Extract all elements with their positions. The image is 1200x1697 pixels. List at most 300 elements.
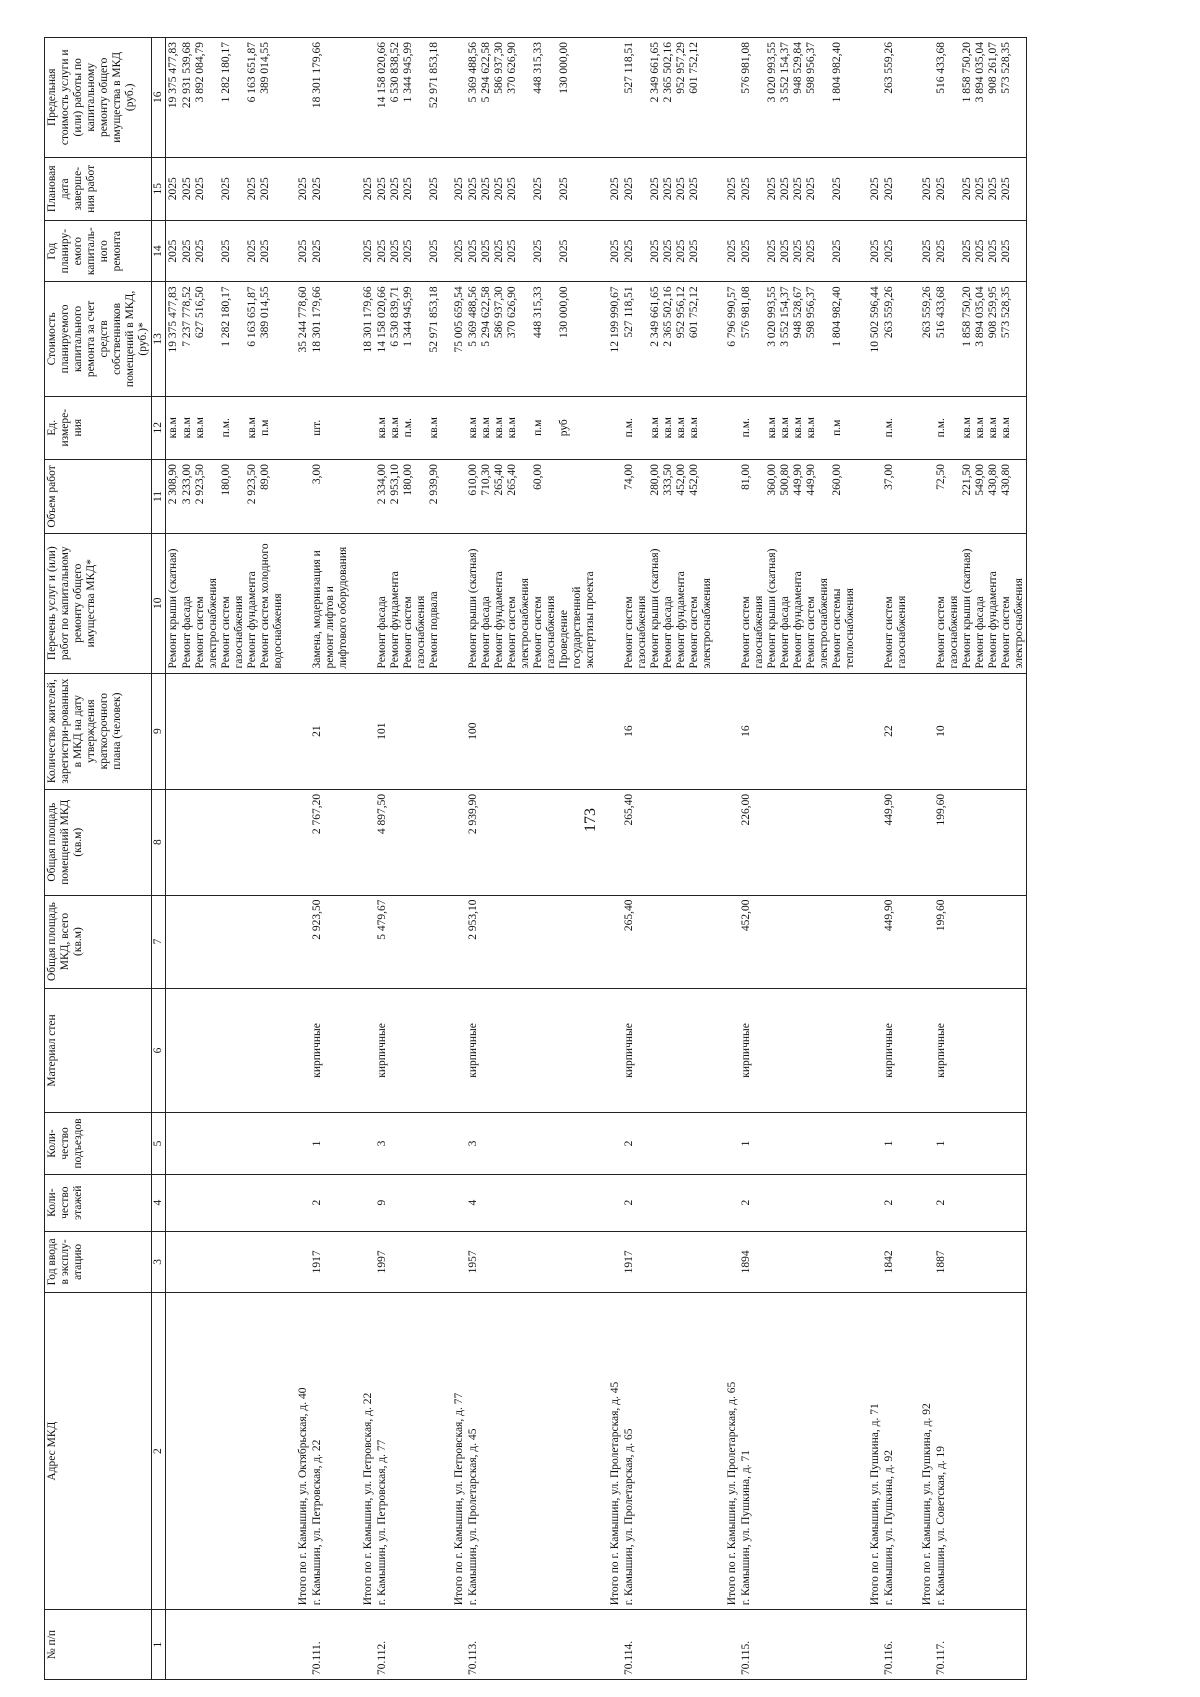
table-cell	[532, 1174, 558, 1231]
table-cell	[441, 1610, 467, 1680]
table-cell: 7 237 778,52	[181, 282, 194, 396]
table-cell	[285, 673, 311, 789]
table-cell: г. Камышин, ул. Пролетарская, д. 65	[623, 1293, 649, 1610]
column-header: Плановая дата заверше-ния работ	[45, 157, 152, 220]
table-cell: 1842	[883, 1231, 909, 1292]
table-cell: 70.116.	[883, 1610, 909, 1680]
table-cell: 280,00	[649, 459, 662, 533]
table-cell: 449,90	[805, 459, 831, 533]
table-cell	[1000, 1231, 1027, 1292]
table-cell: 2025	[480, 157, 493, 220]
table-cell	[987, 1174, 1000, 1231]
table-cell	[675, 1231, 688, 1292]
table-cell: 2 767,20	[311, 789, 350, 895]
table-cell	[558, 673, 597, 789]
table-row	[246, 38, 259, 1680]
table-cell: 2025	[441, 221, 467, 282]
table-cell	[441, 789, 467, 895]
table-cell	[428, 1293, 441, 1610]
total-row	[441, 38, 467, 1680]
table-cell: 2025	[246, 221, 259, 282]
table-cell	[402, 1610, 428, 1680]
table-cell	[987, 789, 1000, 895]
table-cell	[649, 988, 662, 1113]
table-cell: 72,50	[935, 459, 961, 533]
table-cell: кв.м	[246, 396, 259, 459]
table-cell	[350, 1610, 376, 1680]
table-cell: 2 923,50	[311, 895, 350, 988]
table-cell	[675, 988, 688, 1113]
table-cell: 260,00	[831, 459, 857, 533]
table-cell: 2025	[714, 221, 740, 282]
table-cell	[805, 1113, 831, 1174]
table-row	[428, 38, 441, 1680]
table-row	[792, 38, 805, 1680]
table-cell	[389, 789, 402, 895]
table-cell	[480, 673, 493, 789]
table-cell: 3 020 993,55	[766, 282, 779, 396]
table-cell	[779, 1610, 792, 1680]
table-cell	[428, 895, 441, 988]
table-cell: 1917	[311, 1231, 350, 1292]
table-cell	[259, 1174, 285, 1231]
table-cell: 265,40	[506, 459, 532, 533]
table-cell: 263 559,26	[883, 38, 909, 158]
table-cell: 2025	[1000, 221, 1027, 282]
table-cell: 2025	[285, 221, 311, 282]
table-cell	[506, 673, 532, 789]
table-cell	[259, 895, 285, 988]
table-cell	[714, 1174, 740, 1231]
column-number: 12	[152, 396, 166, 459]
table-row	[493, 38, 506, 1680]
table-cell: г. Камышин, ул. Советская, д. 19	[935, 1293, 961, 1610]
table-cell: 1887	[935, 1231, 961, 1292]
table-cell: 52 971 853,18	[428, 38, 441, 158]
table-cell	[675, 1174, 688, 1231]
table-cell	[987, 1610, 1000, 1680]
table-cell: 70.115.	[740, 1610, 766, 1680]
table-cell: п.м	[259, 396, 285, 459]
table-cell: 74,00	[623, 459, 649, 533]
table-cell	[987, 895, 1000, 988]
table-cell: Ремонт фасада	[779, 533, 792, 673]
table-cell: Ремонт крыши (скатная)	[649, 533, 662, 673]
table-cell	[714, 673, 740, 789]
table-cell	[961, 1293, 974, 1610]
table-cell	[259, 1231, 285, 1292]
table-cell: кв.м	[649, 396, 662, 459]
table-cell: Ремонт систем газоснабжения	[532, 533, 558, 673]
table-cell: 2	[883, 1174, 909, 1231]
table-cell: 1 858 750,20	[961, 282, 974, 396]
table-cell	[909, 1174, 935, 1231]
table-cell: 1 344 945,99	[402, 38, 428, 158]
table-cell	[597, 1174, 623, 1231]
column-header: Материал стен	[45, 988, 152, 1113]
table-cell	[493, 1113, 506, 1174]
table-cell: Ремонт фасада	[376, 533, 389, 673]
table-cell	[974, 988, 987, 1113]
column-number: 14	[152, 221, 166, 282]
table-cell	[779, 988, 792, 1113]
table-cell	[194, 1174, 220, 1231]
table-cell: 2025	[740, 157, 766, 220]
table-cell: 500,80	[779, 459, 792, 533]
table-cell	[1000, 789, 1027, 895]
table-cell: 576 981,08	[740, 38, 766, 158]
table-cell	[792, 895, 805, 988]
table-cell	[246, 1610, 259, 1680]
table-cell: 360,00	[766, 459, 779, 533]
table-row	[506, 38, 532, 1680]
table-cell: 2025	[166, 221, 182, 282]
table-cell	[649, 1610, 662, 1680]
table-cell: п.м.	[740, 396, 766, 459]
table-cell: 2	[623, 1174, 649, 1231]
table-cell: 452,00	[740, 895, 766, 988]
column-header: Объем работ	[45, 459, 152, 533]
table-cell: 2025	[597, 221, 623, 282]
table-row	[961, 38, 974, 1680]
table-cell: кв.м	[974, 396, 987, 459]
table-cell: 952 956,12	[675, 282, 688, 396]
table-cell	[402, 1231, 428, 1292]
table-cell: 2025	[194, 221, 220, 282]
table-cell	[649, 1293, 662, 1610]
table-cell	[428, 1113, 441, 1174]
table-cell: 2025	[883, 221, 909, 282]
table-cell: 2025	[662, 221, 675, 282]
table-cell: 2025	[623, 157, 649, 220]
table-cell: 1 858 750,20	[961, 38, 974, 158]
table-cell: 2	[311, 1174, 350, 1231]
table-cell	[532, 895, 558, 988]
table-cell	[350, 895, 376, 988]
table-cell: Ремонт фундамента	[987, 533, 1000, 673]
table-cell	[1000, 1610, 1027, 1680]
table-cell	[493, 988, 506, 1113]
table-cell	[961, 789, 974, 895]
table-cell: 2	[740, 1174, 766, 1231]
table-cell	[194, 895, 220, 988]
total-row	[909, 38, 935, 1680]
table-cell	[402, 1293, 428, 1610]
table-cell	[181, 1231, 194, 1292]
table-cell	[792, 1113, 805, 1174]
table-cell	[1000, 673, 1027, 789]
table-cell	[974, 1174, 987, 1231]
table-cell: 1 282 180,17	[220, 282, 246, 396]
table-row	[675, 38, 688, 1680]
table-cell	[909, 396, 935, 459]
table-cell: 598 956,37	[805, 38, 831, 158]
table-cell: Ремонт фасада	[662, 533, 675, 673]
table-cell	[987, 1113, 1000, 1174]
table-cell: 2025	[532, 221, 558, 282]
table-cell	[766, 1610, 779, 1680]
table-cell: 2025	[974, 221, 987, 282]
table-cell	[441, 895, 467, 988]
table-cell: 1	[935, 1113, 961, 1174]
table-cell	[974, 895, 987, 988]
table-row	[389, 38, 402, 1680]
column-header: Стоимость планируемого капитального ремонта за счет средств собственников помещений в МКД, (руб.)*	[45, 282, 152, 396]
column-header: Коли-чество этажей	[45, 1174, 152, 1231]
table-cell: 586 937,30	[493, 282, 506, 396]
table-cell	[480, 1293, 493, 1610]
table-row	[467, 38, 480, 1680]
table-cell: Ремонт систем электроснабжения	[194, 533, 220, 673]
table-cell	[974, 1231, 987, 1292]
table-cell: 2025	[831, 221, 857, 282]
table-cell: 37,00	[883, 459, 909, 533]
table-cell: 5 294 622,58	[480, 38, 493, 158]
table-cell	[597, 533, 623, 673]
table-cell	[766, 895, 779, 988]
table-cell	[389, 1113, 402, 1174]
table-cell: 1	[740, 1113, 766, 1174]
table-cell	[805, 789, 831, 895]
table-cell: 333,50	[662, 459, 675, 533]
table-cell	[558, 895, 597, 988]
table-cell: 2025	[740, 221, 766, 282]
table-cell: 598 956,37	[805, 282, 831, 396]
table-cell: кв.м	[506, 396, 532, 459]
table-cell: Ремонт систем электроснабжения	[506, 533, 532, 673]
table-cell	[532, 1231, 558, 1292]
table-cell	[402, 895, 428, 988]
table-cell	[792, 1610, 805, 1680]
table-cell: 2025	[662, 157, 675, 220]
table-cell: кв.м	[1000, 396, 1027, 459]
table-cell	[506, 1113, 532, 1174]
table-cell	[649, 895, 662, 988]
table-cell	[428, 1610, 441, 1680]
table-cell	[688, 789, 714, 895]
table-cell: 2025	[857, 221, 883, 282]
table-cell: Ремонт фундамента	[792, 533, 805, 673]
table-cell: 2025	[350, 221, 376, 282]
table-cell: 1 804 982,40	[831, 38, 857, 158]
table-cell	[480, 895, 493, 988]
table-cell: 21	[311, 673, 350, 789]
table-row	[376, 38, 389, 1680]
table-cell: 2025	[389, 157, 402, 220]
table-cell: Ремонт систем холодного водоснабжения	[259, 533, 285, 673]
table-cell: 2025	[441, 157, 467, 220]
column-number: 16	[152, 38, 166, 158]
table-cell	[259, 1293, 285, 1610]
table-cell: 18 301 179,66	[350, 282, 376, 396]
table-cell: 1894	[740, 1231, 766, 1292]
table-cell: 2025	[987, 157, 1000, 220]
table-cell: кв.м	[194, 396, 220, 459]
table-cell: 14 158 020,66	[376, 282, 389, 396]
table-cell: 1917	[623, 1231, 649, 1292]
table-cell	[428, 1174, 441, 1231]
table-cell	[961, 1610, 974, 1680]
table-cell: Ремонт фасада	[974, 533, 987, 673]
table-cell: 2025	[714, 157, 740, 220]
table-cell	[597, 396, 623, 459]
table-cell	[766, 988, 779, 1113]
table-cell	[166, 1113, 182, 1174]
table-cell: 2025	[857, 157, 883, 220]
table-cell	[662, 1113, 675, 1174]
table-row	[220, 38, 246, 1680]
table-cell: Ремонт систем электроснабжения	[1000, 533, 1027, 673]
table-cell: кв.м	[675, 396, 688, 459]
table-cell: 2025	[688, 157, 714, 220]
table-cell: 6 163 651,87	[246, 38, 259, 158]
table-cell	[1000, 1174, 1027, 1231]
total-row	[714, 38, 740, 1680]
table-cell	[766, 789, 779, 895]
table-cell	[506, 895, 532, 988]
table-cell	[532, 1113, 558, 1174]
table-cell: 3 894 035,04	[974, 282, 987, 396]
table-cell: 6 530 839,71	[389, 282, 402, 396]
table-cell	[220, 1610, 246, 1680]
table-cell: 549,00	[974, 459, 987, 533]
table-cell	[675, 1610, 688, 1680]
column-header: Коли-чество подъездов	[45, 1113, 152, 1174]
table-cell: 100	[467, 673, 480, 789]
table-cell: 70.113.	[467, 1610, 480, 1680]
table-cell	[662, 1610, 675, 1680]
table-cell: 2 939,90	[428, 459, 441, 533]
table-cell: 952 957,29	[675, 38, 688, 158]
column-header: Ед. измере-ния	[45, 396, 152, 459]
table-cell	[792, 1231, 805, 1292]
table-cell: 2 365 502,16	[662, 38, 675, 158]
column-header: Год ввода в эксплу-атацию	[45, 1231, 152, 1292]
table-cell: г. Камышин, ул. Пушкина, д. 92	[883, 1293, 909, 1610]
table-cell	[480, 1113, 493, 1174]
table-cell: 2025	[766, 157, 779, 220]
table-cell	[974, 1293, 987, 1610]
table-cell	[649, 673, 662, 789]
table-cell: кв.м	[766, 396, 779, 459]
table-cell: 389 014,55	[259, 282, 285, 396]
table-cell: 430,80	[1000, 459, 1027, 533]
table-cell	[350, 1231, 376, 1292]
table-cell	[688, 1113, 714, 1174]
table-cell: 180,00	[220, 459, 246, 533]
table-cell	[506, 988, 532, 1113]
table-cell: кирпичные	[935, 988, 961, 1113]
table-cell: кирпичные	[883, 988, 909, 1113]
table-cell: п.м.	[623, 396, 649, 459]
table-cell: 449,90	[883, 895, 909, 988]
table-cell	[285, 1231, 311, 1292]
table-cell: 2025	[166, 157, 182, 220]
table-cell: 3 233,00	[181, 459, 194, 533]
table-cell	[597, 38, 623, 158]
table-cell	[532, 673, 558, 789]
table-cell	[597, 1231, 623, 1292]
table-cell	[402, 1174, 428, 1231]
table-cell: 430,80	[987, 459, 1000, 533]
table-cell	[493, 1610, 506, 1680]
table-cell: Итого по г. Камышин, ул. Петровская, д. 77	[441, 1293, 467, 1610]
table-cell	[181, 895, 194, 988]
table-cell	[389, 1231, 402, 1292]
table-cell: Ремонт крыши (скатная)	[467, 533, 480, 673]
table-cell	[766, 1293, 779, 1610]
table-cell	[441, 396, 467, 459]
table-cell	[285, 789, 311, 895]
table-cell: 263 559,26	[883, 282, 909, 396]
table-cell	[675, 673, 688, 789]
table-cell	[246, 789, 259, 895]
table-cell: 2025	[831, 157, 857, 220]
table-cell: 199,60	[935, 789, 961, 895]
table-cell	[688, 1174, 714, 1231]
table-cell	[166, 673, 182, 789]
table-cell: 265,40	[493, 459, 506, 533]
table-cell: кв.м	[792, 396, 805, 459]
table-cell: 948 529,84	[792, 38, 805, 158]
column-header: Предельная стоимость услуги и (или) работы по капитальному ремонту общего имущества в МКД (руб.)	[45, 38, 152, 158]
table-cell	[246, 1113, 259, 1174]
table-cell: 2 308,90	[166, 459, 182, 533]
table-cell	[675, 789, 688, 895]
column-number: 1	[152, 1610, 166, 1680]
table-cell: 2025	[792, 157, 805, 220]
table-cell: 2025	[220, 157, 246, 220]
table-cell	[1000, 895, 1027, 988]
table-cell: 448 315,33	[532, 38, 558, 158]
table-cell	[857, 988, 883, 1113]
table-cell: 226,00	[740, 789, 766, 895]
table-cell	[805, 1174, 831, 1231]
table-cell: Ремонт фасада	[480, 533, 493, 673]
table-cell: 2025	[311, 221, 350, 282]
table-cell: 2025	[389, 221, 402, 282]
table-cell: 70.117.	[935, 1610, 961, 1680]
table-cell	[194, 673, 220, 789]
table-cell	[441, 533, 467, 673]
table-cell	[389, 895, 402, 988]
table-cell: г. Камышин, ул. Пушкина, д. 71	[740, 1293, 766, 1610]
table-cell	[831, 1174, 857, 1231]
table-cell	[181, 1113, 194, 1174]
table-cell: 2025	[428, 157, 441, 220]
table-cell	[961, 1113, 974, 1174]
table-cell: 10	[935, 673, 961, 789]
table-cell: 2025	[428, 221, 441, 282]
table-cell	[1000, 988, 1027, 1113]
table-cell	[246, 673, 259, 789]
table-cell	[181, 1610, 194, 1680]
table-cell	[1000, 1293, 1027, 1610]
column-number: 8	[152, 789, 166, 895]
table-cell: п.м	[532, 396, 558, 459]
table-cell: 576 981,08	[740, 282, 766, 396]
table-cell	[350, 789, 376, 895]
table-cell: 22	[883, 673, 909, 789]
table-cell	[857, 1174, 883, 1231]
table-cell	[909, 38, 935, 158]
table-cell: 2025	[285, 157, 311, 220]
table-cell: 18 301 179,66	[311, 282, 350, 396]
table-cell	[220, 673, 246, 789]
table-cell: 12 199 990,67	[597, 282, 623, 396]
table-cell	[194, 1231, 220, 1292]
table-cell	[428, 789, 441, 895]
